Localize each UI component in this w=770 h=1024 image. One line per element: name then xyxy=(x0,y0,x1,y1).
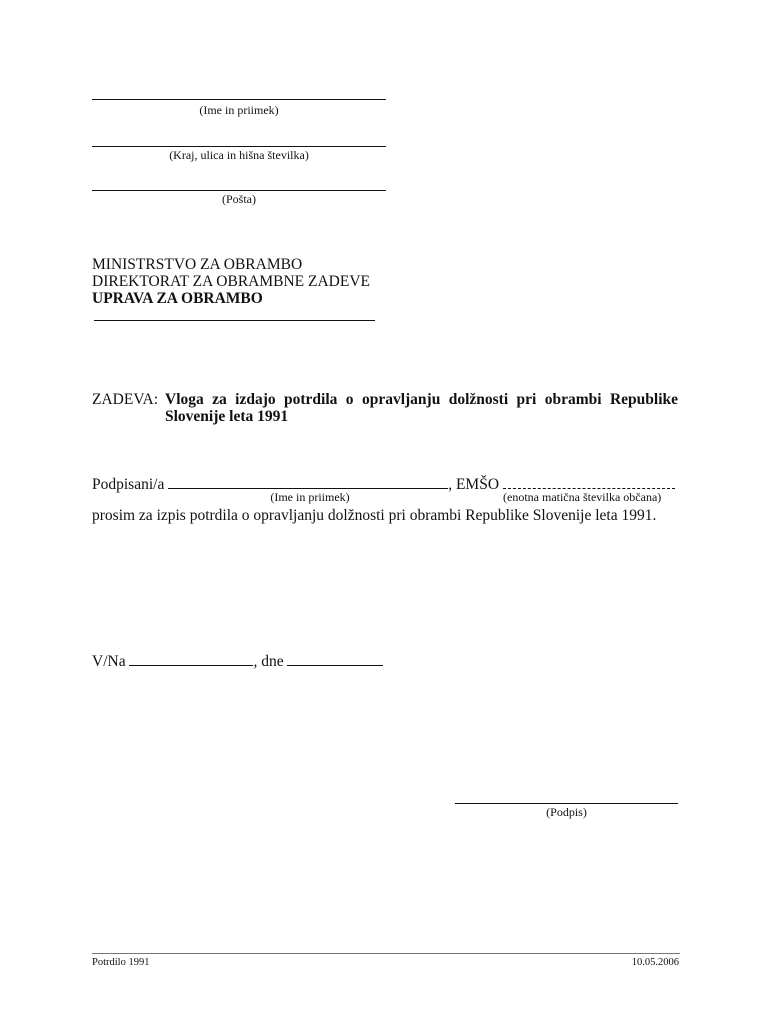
post-line[interactable] xyxy=(92,190,386,191)
subject-text: Vloga za izdajo potrdila o opravljanju dolžnosti pri obrambi Republike xyxy=(165,391,678,408)
subject-text-cont: Slovenije leta 1991 xyxy=(165,408,289,425)
date-label: , dne xyxy=(253,653,284,670)
recipient-line3: UPRAVA ZA OBRAMBO xyxy=(92,290,263,307)
recipient-line1: MINISTRSTVO ZA OBRAMBO xyxy=(92,256,303,273)
signed-label: Podpisani/a xyxy=(92,476,165,493)
name-line[interactable] xyxy=(92,99,386,100)
place-label: V/Na xyxy=(92,653,126,670)
date-field[interactable] xyxy=(287,652,383,666)
signer-name-field[interactable] xyxy=(168,475,448,489)
emso-field[interactable] xyxy=(503,475,675,489)
footer-left: Potrdilo 1991 xyxy=(92,957,150,968)
emso-label: , EMŠO xyxy=(448,476,500,493)
place-field[interactable] xyxy=(129,652,253,666)
place-date-row xyxy=(92,652,383,671)
name-label: (Ime in priimek) xyxy=(199,103,279,117)
recipient-line xyxy=(94,320,375,321)
signature-label: (Podpis) xyxy=(546,805,587,819)
address-label: (Kraj, ulica in hišna številka) xyxy=(169,148,309,162)
signature-line[interactable] xyxy=(455,803,678,804)
address-line[interactable] xyxy=(92,146,386,147)
subject-label: ZADEVA: xyxy=(92,391,159,408)
footer-divider xyxy=(92,953,680,954)
request-text: prosim za izpis potrdila o opravljanju dolžnosti pri obrambi Republike Slovenije leta 1991. xyxy=(92,507,657,524)
emso-caption: (enotna matična številka občana) xyxy=(503,490,662,504)
post-label: (Pošta) xyxy=(222,192,256,206)
recipient-line2: DIREKTORAT ZA OBRAMBNE ZADEVE xyxy=(92,273,371,290)
signer-name-caption: (Ime in priimek) xyxy=(270,490,350,504)
footer-right: 10.05.2006 xyxy=(631,957,679,968)
